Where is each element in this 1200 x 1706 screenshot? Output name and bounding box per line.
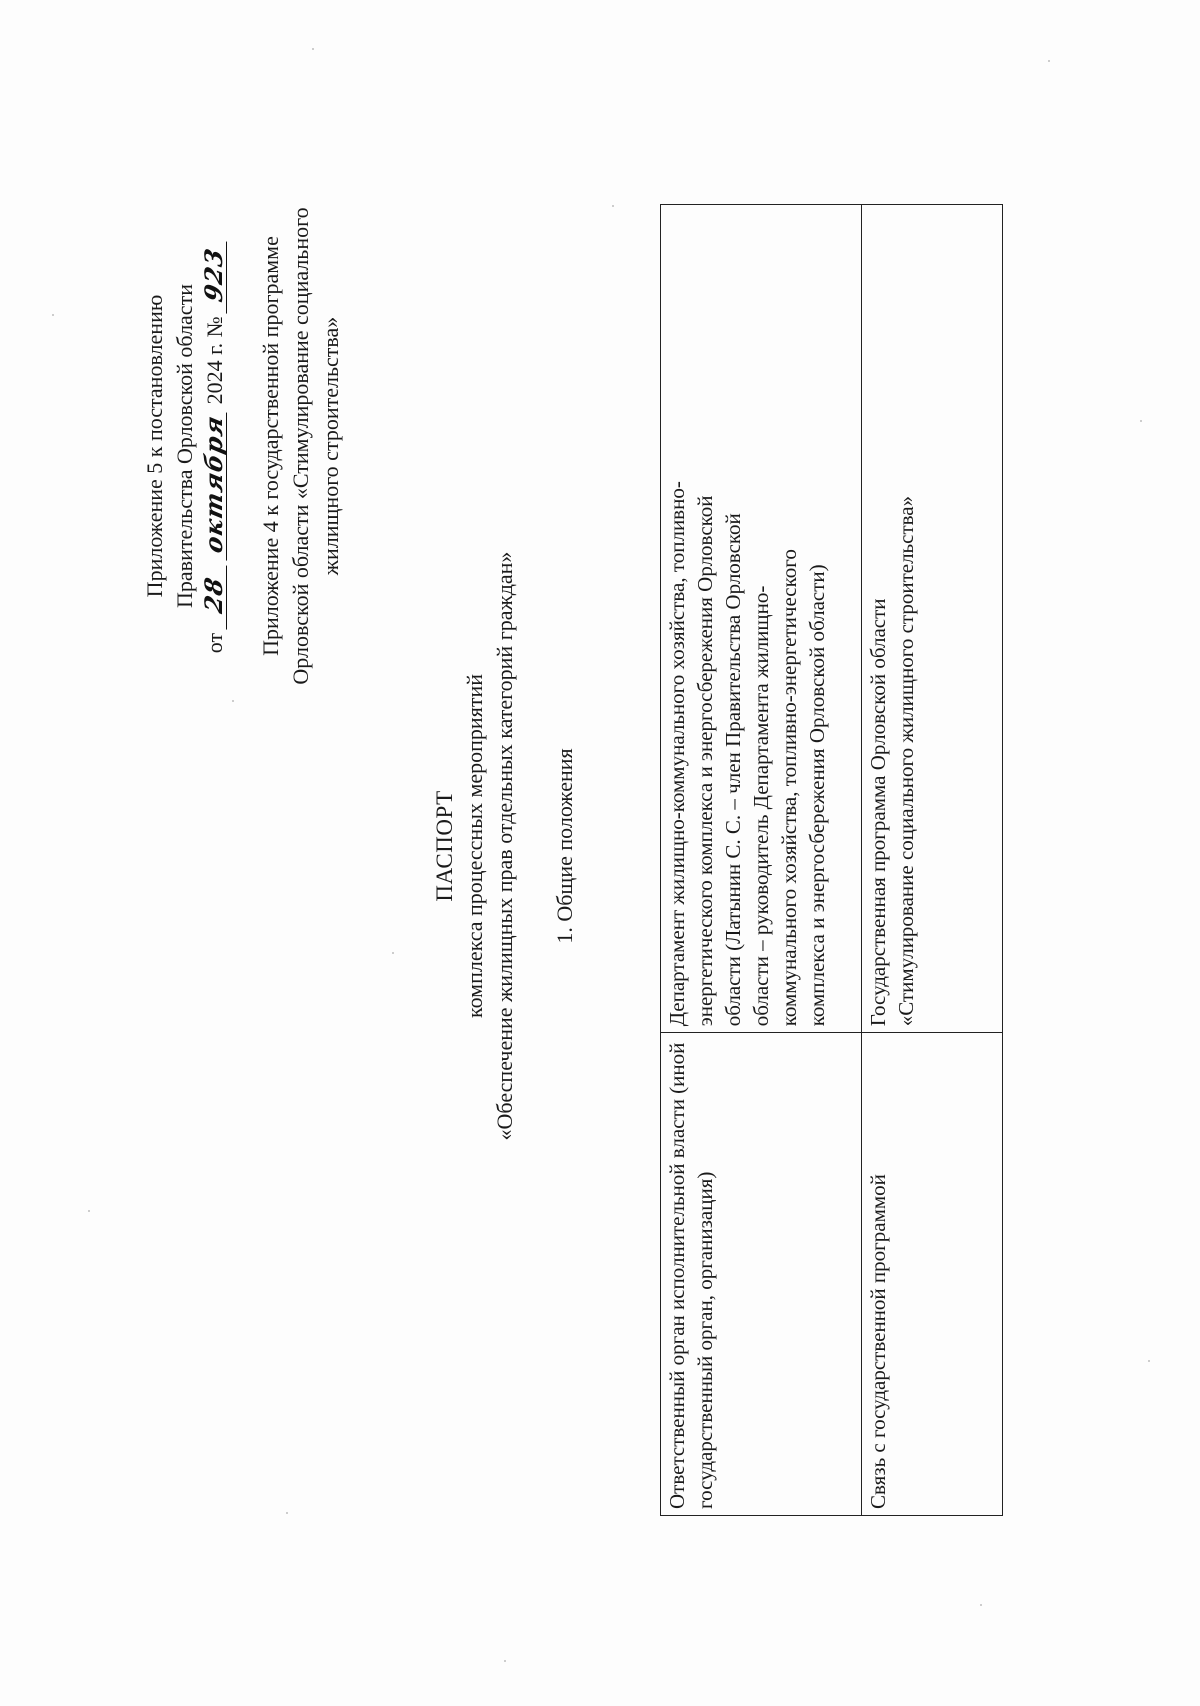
handwritten-date-day: 28 — [202, 561, 227, 630]
appendix-line-2 — [170, 86, 200, 806]
document-heading: ПАСПОРТ — [432, 790, 457, 902]
handwritten-document-number: 923 — [202, 236, 227, 313]
appendix-header — [140, 86, 346, 806]
table-value-cell — [661, 205, 862, 1033]
table-row — [661, 205, 862, 1516]
appendix-line-2-text: Правительства Орловской области — [172, 284, 197, 608]
general-provisions-table — [660, 204, 1003, 1516]
appendix-prev-line-1: Приложение 4 к государственной программе — [258, 236, 283, 656]
appendix-prev-block — [256, 86, 346, 806]
document-subtitle-1: комплекса процессных мероприятий — [462, 674, 487, 1018]
responsible-body-value: Департамент жилищно-коммунального хозяйства, топливно- энергетического комплекса и энергосбережения Орловской области (Латынин С. С. – член Правительства Орловской области – руководитель Департамента жилищно- коммунального хозяйства, топливно-энергетического комплекса и энергосбережения Орловской области) — [665, 481, 829, 1027]
table-value-cell — [862, 205, 1003, 1033]
responsible-body-label: Ответственный орган исполнительной власти (иной государственный орган, организация) — [665, 1042, 717, 1509]
date-year-suffix: 2024 г. № — [202, 316, 227, 405]
handwritten-date-month: октября — [202, 407, 227, 560]
appendix-prev-line-2: Орловской области «Стимулирование социального — [288, 207, 313, 685]
appendix-date-line — [200, 86, 230, 806]
table-row — [862, 205, 1003, 1516]
table-label-cell — [661, 1033, 862, 1516]
program-link-label: Связь с государственной программой — [866, 1174, 890, 1509]
section-title: 1. Общие положения — [552, 748, 577, 944]
date-prefix: от — [202, 632, 227, 654]
appendix-prev-line-3: жилищного строительства» — [318, 316, 343, 576]
program-link-value: Государственная программа Орловской области «Стимулирование социального жилищного строительства» — [866, 495, 918, 1027]
document-title-block — [430, 226, 580, 1466]
appendix-line-1: Приложение 5 к постановлению — [142, 294, 167, 598]
document-subtitle-2: «Обеспечение жилищных прав отдельных категорий граждан» — [492, 551, 517, 1141]
table-label-cell — [862, 1033, 1003, 1516]
